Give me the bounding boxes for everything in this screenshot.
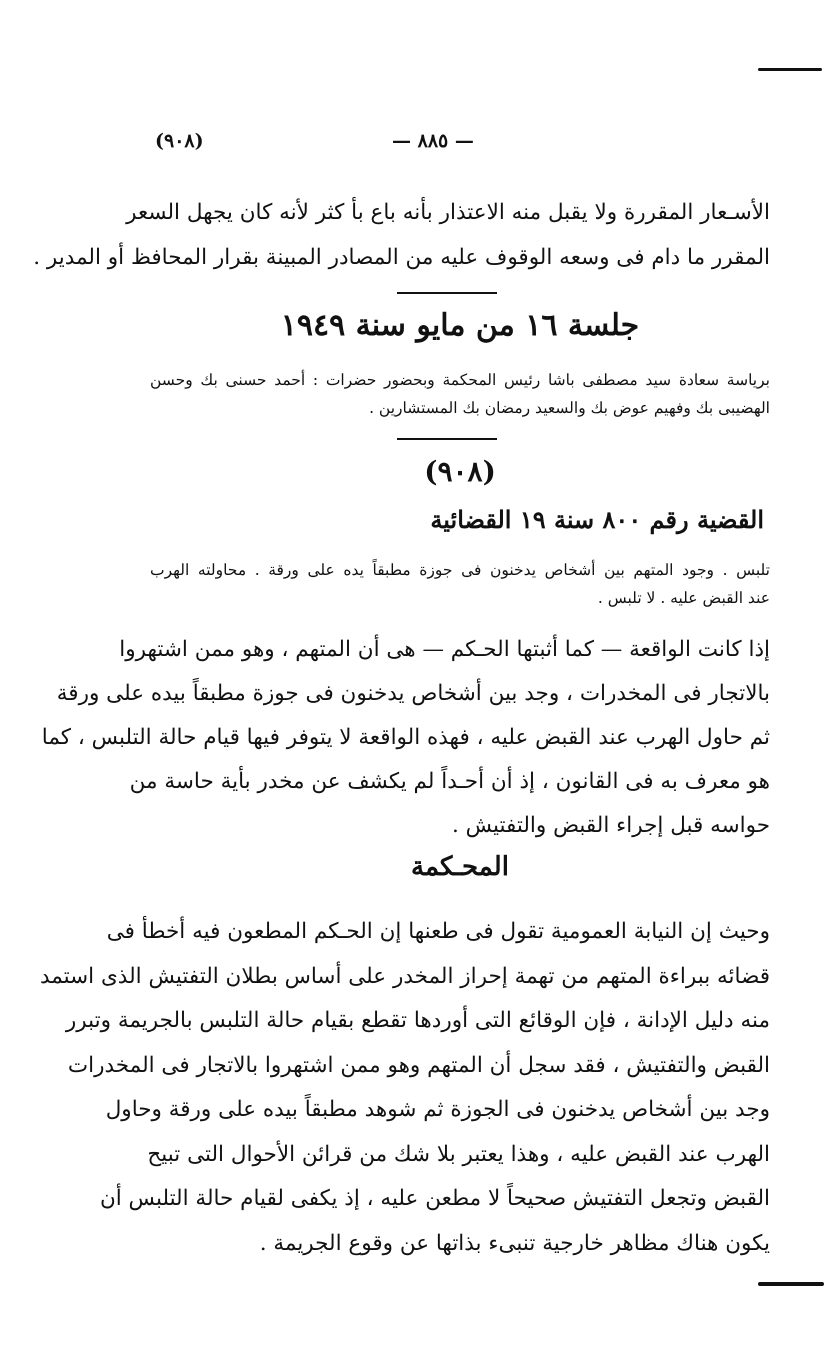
intro-line: الأسـعار المقررة ولا يقبل منه الاعتذار بأنه باع بأ كثر لأنه كان يجهل السعر	[126, 200, 770, 225]
summary-line: هو معرف به فى القانون ، إذ أن أحـداً لم يكشف عن مخدر بأية حاسة من	[129, 769, 770, 794]
judgment-line: القبض والتفتيش ، فقد سجل أن المتهم وهو ممن اشتهروا بالاتجار فى المخدرات	[67, 1052, 770, 1078]
section-divider	[397, 438, 497, 440]
case-summary	[41, 628, 770, 848]
summary-line: حواسه قبل إجراء القبض والتفتيش .	[451, 813, 770, 838]
section-divider	[397, 292, 497, 294]
summary-line: بالاتجار فى المخدرات ، وجد بين أشخاص يدخنون فى جوزة مطبقاً بيده على ورقة	[56, 681, 770, 706]
case-id-line: القضية رقم ٨٠٠ سنة ١٩ القضائية	[430, 505, 764, 534]
case-number: (٩٠٨)	[424, 455, 496, 488]
summary-line: ثم حاول الهرب عند القبض عليه ، فهذه الواقعة لا يتوفر فيها قيام حالة التلبس ، كما	[41, 725, 770, 750]
intro-line: المقرر ما دام فى وسعه الوقوف عليه من المصادر المبينة بقرار المحافظ أو المدير .	[33, 245, 770, 270]
headnote-line: عند القبض عليه . لا تلبس .	[597, 589, 770, 607]
judgment-line: قضائه ببراءة المتهم من تهمة إحراز المخدر على أساس بطلان التفتيش الذى استمد	[39, 963, 770, 989]
header-case-reference: (٩٠٨)	[155, 130, 204, 152]
intro-paragraph	[33, 190, 770, 280]
presiding-line: برياسة سعادة سيد مصطفى باشا رئيس المحكمة وبحضور حضرات : أحمد حسنى بك وحسن	[150, 371, 770, 389]
judgment-paragraph	[39, 910, 770, 1266]
judgment-line: يكون هناك مظاهر خارجية تنبىء بذاتها عن وقوع الجريمة .	[259, 1230, 770, 1256]
headnote-line: تلبس . وجود المتهم بين أشخاص يدخنون فى جوزة مطبقاً يده على ورقة . محاولته الهرب	[150, 561, 770, 579]
page-number: — ٨٨٥ —	[392, 130, 474, 152]
judgment-line: وحيث إن النيابة العمومية تقول فى طعنها إن الحـكم المطعون فيه أخطأ فى	[106, 919, 770, 944]
judgment-line: وجد بين أشخاص يدخنون فى الجوزة ثم شوهد مطبقاً بيده على ورقة وحاول	[105, 1097, 770, 1122]
presiding-line: الهضيبى بك وفهيم عوض بك والسعيد رمضان بك المستشارين .	[369, 399, 770, 417]
judgment-line: القبض وتجعل التفتيش صحيحاً لا مطعن عليه ، إذ يكفى لقيام حالة التلبس أن	[99, 1186, 770, 1211]
judgment-line: منه دليل الإدانة ، فإن الوقائع التى أوردها تقطع بقيام حالة التلبس بالجريمة وتبرر	[65, 1008, 770, 1033]
judgment-line: الهرب عند القبض عليه ، وهذا يعتبر بلا شك من قرائن الأحوال التى تبيح	[147, 1141, 770, 1167]
session-title: جلسة ١٦ من مايو سنة ١٩٤٩	[280, 308, 640, 343]
summary-line: إذا كانت الواقعة — كما أثبتها الحـكم — هى أن المتهم ، وهو ممن اشتهروا	[119, 637, 770, 662]
headnote	[150, 556, 770, 612]
scan-edge-mark-bottom	[758, 1282, 824, 1286]
presiding-judges	[150, 366, 770, 422]
scan-edge-mark-top	[758, 68, 822, 71]
court-section-title: المحـكمة	[411, 852, 509, 882]
